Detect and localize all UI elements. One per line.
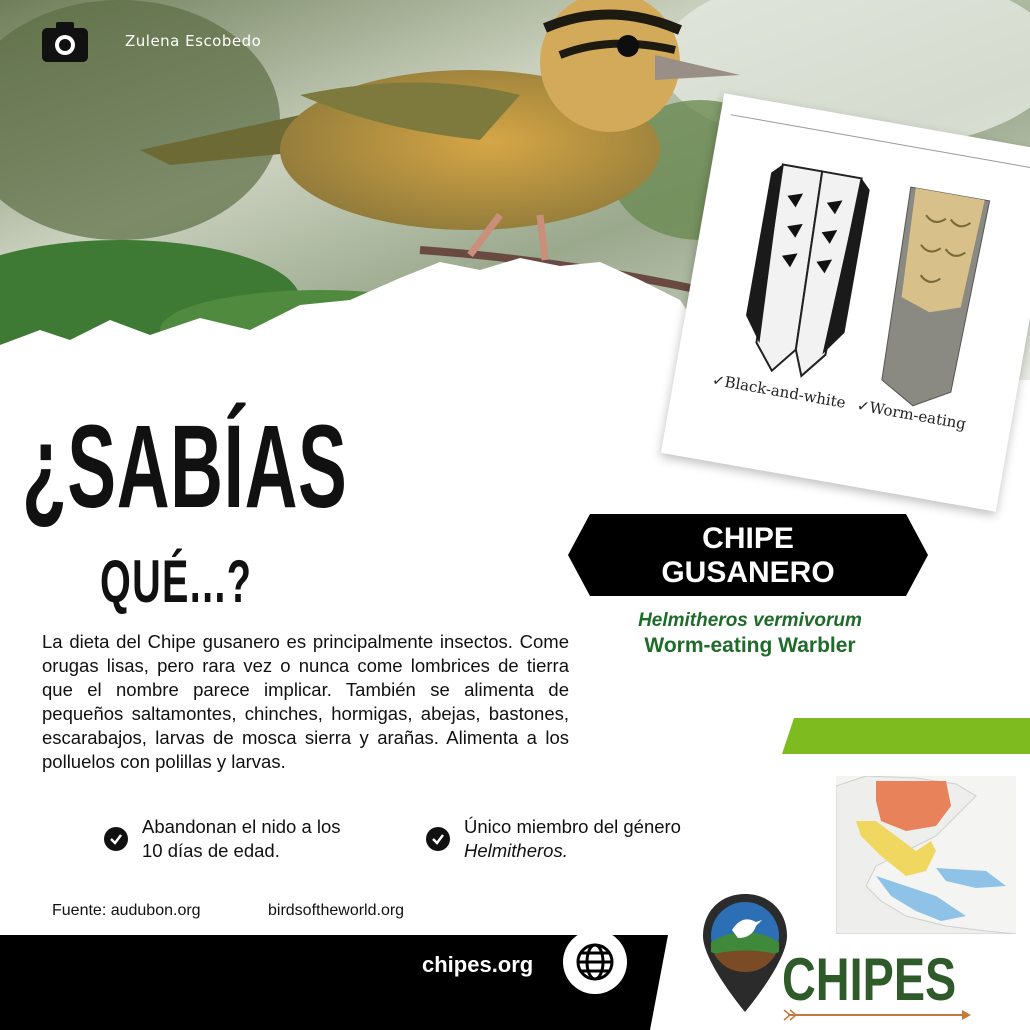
species-banner xyxy=(568,514,928,596)
tail-comparison-card xyxy=(661,93,1030,511)
fact-item xyxy=(104,815,341,863)
headline-que: QUÉ...? xyxy=(100,548,253,615)
photo-credit: Zulena Escobedo xyxy=(125,32,262,50)
fact-2-line2: Helmitheros. xyxy=(464,840,568,861)
fact-1-line1: Abandonan el nido a los xyxy=(142,816,341,837)
camera-icon xyxy=(42,22,88,62)
range-map xyxy=(836,776,1016,934)
website-link[interactable]: chipes.org xyxy=(422,952,534,977)
arrow-ornament xyxy=(782,1006,972,1018)
fact-1-line2: 10 días de edad. xyxy=(142,840,280,861)
tail-label-black-and-white: ✓Black-and-white xyxy=(710,370,848,412)
scientific-name: Helmitheros vermivorum xyxy=(638,610,862,631)
globe-icon[interactable] xyxy=(563,930,627,994)
fact-2-line1: Único miembro del género xyxy=(464,816,681,837)
source-audubon[interactable]: Fuente: audubon.org xyxy=(52,902,201,919)
chipes-logo-pin xyxy=(700,892,790,1014)
fact-item xyxy=(426,815,681,863)
tail-label-worm-eating: ✓Worm-eating xyxy=(855,396,968,434)
check-circle-icon xyxy=(426,827,450,851)
body-paragraph: La dieta del Chipe gusanero es principalmente insectos. Come orugas lisas, pero rara vez o nunca come lombrices de tierra que el nombre parece implicar. También se alimenta de pequeños saltamontes, chinches, hormigas, abejas, bastones, escarabajos, larvas de mosca sierra y arañas. Alimenta a los polluelos con polillas y larvas. xyxy=(42,631,569,772)
banner-line2: GUSANERO xyxy=(661,556,835,589)
black-and-white-tail xyxy=(737,163,871,382)
headline-sabias: ¿SABÍAS xyxy=(22,401,348,533)
common-name: Worm-eating Warbler xyxy=(644,634,856,657)
check-circle-icon xyxy=(104,827,128,851)
source-birdsoftheworld[interactable]: birdsoftheworld.org xyxy=(268,902,405,919)
worm-eating-tail xyxy=(873,187,989,413)
green-accent-stripe xyxy=(782,718,1030,754)
chipes-wordmark: CHIPES xyxy=(782,946,957,1013)
banner-line1: CHIPE xyxy=(702,522,794,555)
